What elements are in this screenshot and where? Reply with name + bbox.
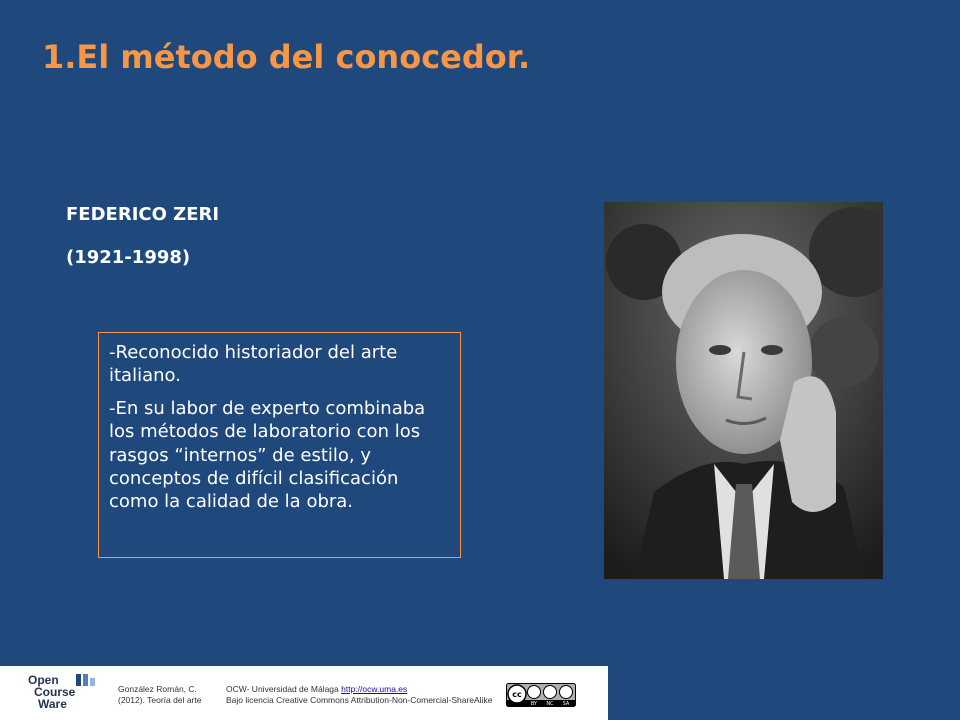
cc-badge-label: SA <box>562 701 570 707</box>
logo-line: Course <box>34 685 76 699</box>
person-name: FEDERICO ZERI <box>66 204 220 225</box>
author-line: González Román, C. <box>118 684 197 694</box>
person-years: (1921-1998) <box>66 247 191 268</box>
author-line: (2012). Teoría del arte <box>118 694 202 705</box>
author-citation <box>118 684 201 705</box>
license-link[interactable]: http://ocw.uma.es <box>341 684 408 694</box>
license-prefix: OCW- Universidad de Málaga <box>226 684 342 694</box>
license-line: Bajo licencia Creative Commons Attribution-Non-Comercial-ShareAlike <box>226 694 493 705</box>
bullet-item: -Reconocido historiador del arte italiano. <box>109 342 398 387</box>
portrait-icon <box>604 202 883 579</box>
slide-title: 1.El método del conocedor. <box>42 38 531 76</box>
portrait-photo <box>604 202 883 579</box>
cc-badge-label: cc <box>512 690 522 699</box>
ocw-mark-icon <box>74 672 96 688</box>
cc-badge-label: BY <box>530 701 538 707</box>
bullet-item: -En su labor de experto combinaba los métodos de laboratorio con los rasgos “internos” de estilo, y conceptos de difícil clasificación como la calidad de la obra. <box>109 397 426 513</box>
footer-bar <box>0 666 608 720</box>
logo-line: Open <box>28 673 59 687</box>
license-text <box>226 684 492 705</box>
opencourseware-logo <box>28 674 98 714</box>
bullet-textbox <box>98 332 461 558</box>
logo-line: Ware <box>38 697 67 711</box>
cc-badge-label: NC <box>546 701 554 707</box>
cc-license-icon[interactable] <box>506 683 576 707</box>
